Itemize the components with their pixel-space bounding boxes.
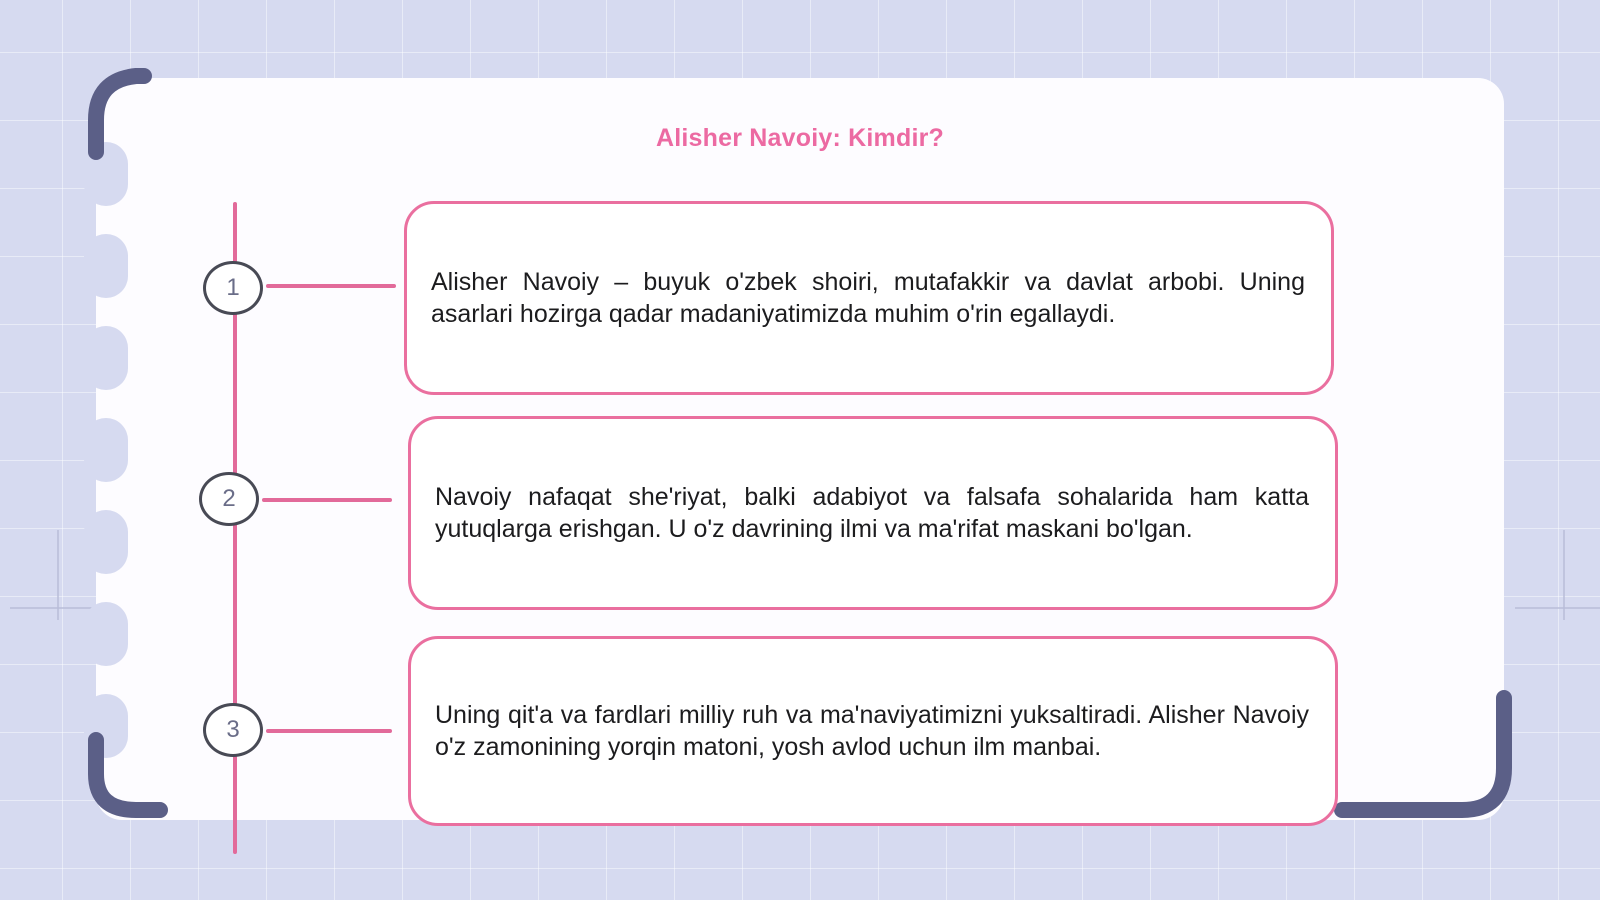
paper-edge-notch bbox=[84, 418, 128, 482]
paper-edge-notch bbox=[84, 510, 128, 574]
info-card bbox=[408, 636, 1338, 826]
step-number-badge bbox=[203, 703, 263, 757]
step-number-badge bbox=[203, 261, 263, 315]
timeline-connector bbox=[262, 498, 392, 502]
step-number: 3 bbox=[226, 716, 240, 743]
paper-edge-notch bbox=[84, 234, 128, 298]
timeline-connector bbox=[266, 729, 392, 733]
slide-title: Alisher Navoiy: Kimdir? bbox=[656, 124, 944, 152]
step-number: 2 bbox=[222, 485, 236, 512]
corner-bracket-top-left bbox=[82, 66, 162, 176]
info-card-text: Uning qit'a va fardlari milliy ruh va ma'naviyatimizni yuksaltiradi. Alisher Navoiy o'z zamonining yorqin matoni, yosh avlod uchun ilm manbai. bbox=[435, 701, 1309, 761]
step-number-badge bbox=[199, 472, 259, 526]
corner-bracket-bottom-left bbox=[82, 728, 182, 828]
info-card bbox=[404, 201, 1334, 395]
info-card-text: Alisher Navoiy – buyuk o'zbek shoiri, mutafakkir va davlat arbobi. Uning asarlari hozirga qadar madaniyatimizda muhim o'rin egallaydi. bbox=[431, 268, 1305, 328]
paper-edge-notch bbox=[84, 326, 128, 390]
info-card-text: Navoiy nafaqat she'riyat, balki adabiyot va falsafa sohalarida ham katta yutuqlarga erishgan. U o'z davrining ilmi va ma'rifat maskani bo'lgan. bbox=[435, 483, 1309, 543]
info-card bbox=[408, 416, 1338, 610]
step-number: 1 bbox=[226, 274, 240, 301]
timeline-connector bbox=[266, 284, 396, 288]
corner-bracket-bottom-right bbox=[1330, 688, 1520, 838]
paper-edge-notch bbox=[84, 602, 128, 666]
